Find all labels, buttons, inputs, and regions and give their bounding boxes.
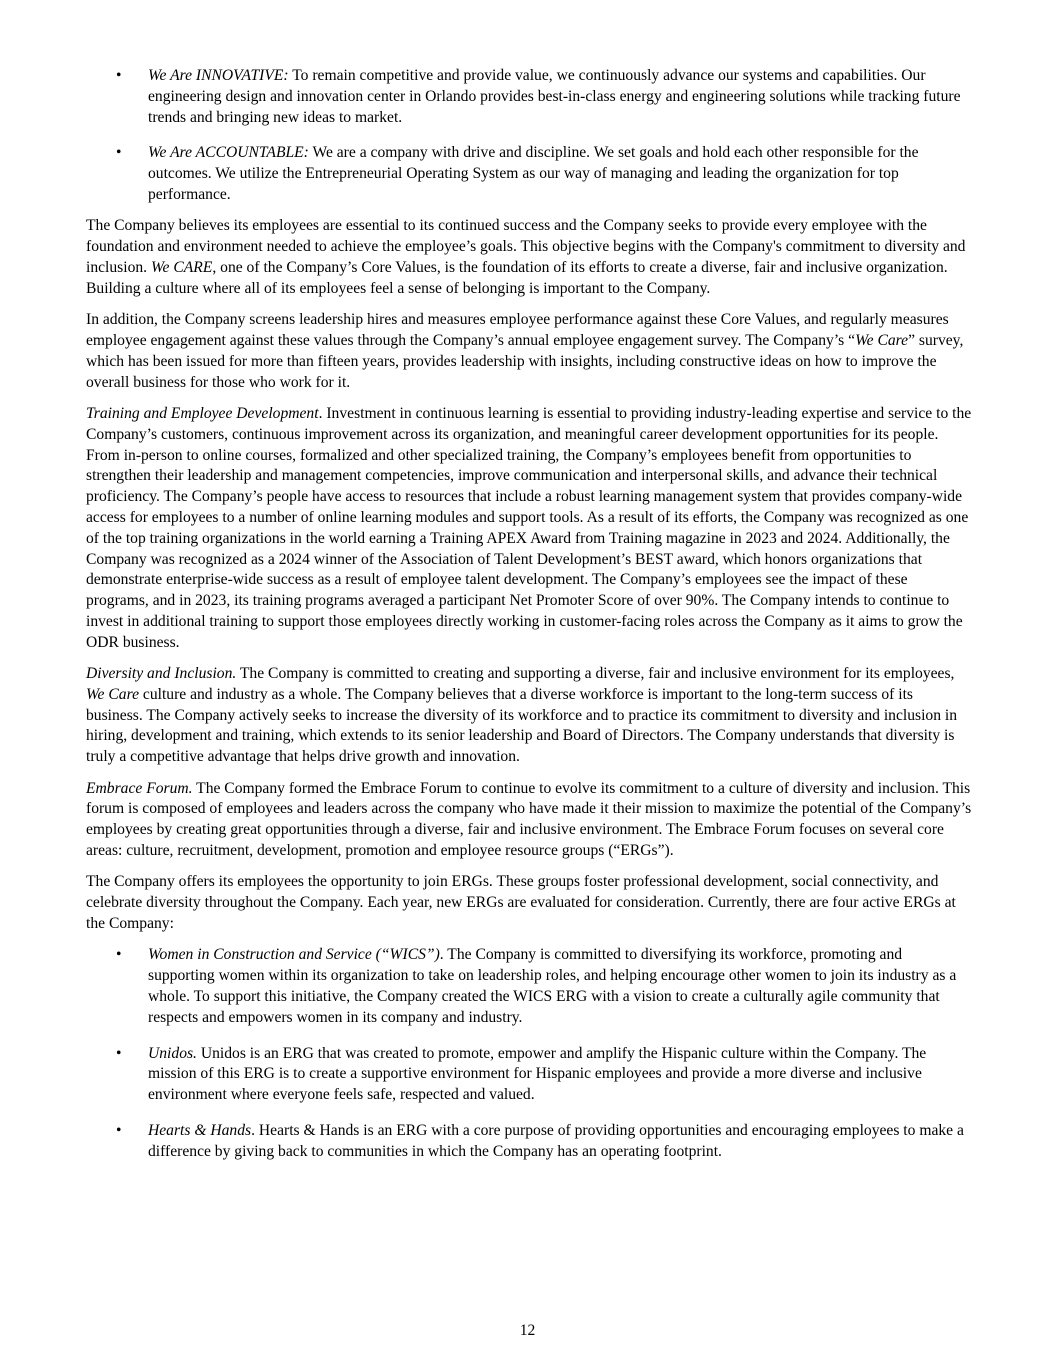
paragraph-ergs-intro: The Company offers its employees the opportunity to join ERGs. These groups foster professional development, social connectivity, and celebrate diversity throughout the Company. Each year, new ERGs are evaluated for consideration. Currently, there are four active ERGs at the Company: [86,873,956,933]
paragraph-emphasis: We Care [86,685,139,703]
bullet-icon: • [116,946,122,964]
bullet-label: We Are ACCOUNTABLE: [148,144,309,162]
bullet-label: Women in Construction and Service (“WICS”) [148,946,440,964]
bullet-text: To remain competitive and provide value, we continuously advance our systems and capabilities. Our engineering design and innovation center in Orlando provides best-in-class energy and engineering solutions while tracking future trends and bringing new ideas to market. [148,67,961,126]
paragraph-screening [86,310,972,393]
section-text: The Company is committed to creating and supporting a diverse, fair and inclusive environment for its employees, [236,665,955,683]
bullet-icon: • [116,67,122,84]
core-values-list [86,66,972,206]
bullet-label: Hearts & Hands [148,1122,252,1140]
section-text: The Company formed the Embrace Forum to continue to evolve its commitment to a culture of diversity and inclusion. This forum is composed of employees and leaders across the company who have made it their mission to maximize the potential of the Company’s employees by creating great opportunities through a diverse, fair and inclusive environment. The Embrace Forum focuses on several core areas: culture, recruitment, development, promotion and employee resource groups (“ERGs”). [86,779,972,860]
list-item [86,945,972,1028]
section-heading: Diversity and Inclusion. [86,665,237,683]
document-page [86,66,972,1173]
list-item [86,1121,972,1163]
bullet-icon: • [116,1122,122,1140]
paragraph-text: ” survey, which has been issued for more than fifteen years, provides leadership with insights, including constructive ideas on how to improve the overall business for those who work for it. [86,331,964,391]
section-training [86,404,972,654]
section-text: . Investment in continuous learning is essential to providing industry-leading expertise and service to the Company’s customers, continuous improvement across its organization, and meaningful career development opportunities for its people. From in-person to online courses, formalized and other specialized training, the Company’s employees benefit from opportunities to strengthen their leadership and management competencies, improve communication and interpersonal skills, and advance their technical proficiency. The Company’s people have access to resources that include a robust learning management system that provides company-wide access for employees to a number of online learning modules and support tools. As a result of its efforts, the Company was recognized as one of the top training organizations in the world earning a Training APEX Award from Training magazine in 2023 and 2024. Additionally, the Company was recognized as a 2024 winner of the Association of Talent Development’s BEST award, which honors organizations that demonstrate enterprise-wide success as a result of employee talent development. The Company’s employees see the impact of these programs, and in 2023, its training programs averaged a participant Net Promoter Score of over 90%. The Company intends to continue to invest in additional training to support those employees directly working in customer-facing roles across the Company as it aims to grow the ODR business. [86,404,972,651]
section-embrace-forum [86,779,972,862]
bullet-text: . Hearts & Hands is an ERG with a core purpose of providing opportunities and encouraging employees to make a difference by giving back to communities in which the Company has an operating footprint. [148,1122,964,1160]
erg-list [86,945,972,1162]
bullet-text: . The Company is committed to diversifying its workforce, promoting and supporting women within its organization to take on leadership roles, and helping encourage other women to join its industry as a whole. To support this initiative, the Company created the WICS ERG with a vision to create a culturally agile community that respects and empowers women in its company and industry. [148,946,957,1026]
list-item [86,66,972,128]
section-heading: Embrace Forum. [86,779,193,797]
bullet-text: We are a company with drive and discipline. We set goals and hold each other responsible for the outcomes. We utilize the Entrepreneurial Operating System as our way of managing and leading the organization for top performance. [148,144,919,203]
list-item [86,1044,972,1106]
page-number: 12 [519,1322,536,1339]
paragraph-employees [86,216,972,299]
bullet-text: Unidos is an ERG that was created to promote, empower and amplify the Hispanic culture within the Company. The mission of this ERG is to create a supportive environment for Hispanic employees and provide a more diverse and inclusive environment where everyone feels safe, respected and valued. [148,1044,927,1104]
section-text: culture and industry as a whole. The Company believes that a diverse workforce is important to the long-term success of its business. The Company actively seeks to increase the diversity of its workforce and to practice its commitment to diversity and inclusion in hiring, development and training, which extends to its senior leadership and Board of Directors. The Company understands that diversity is truly a competitive advantage that helps drive growth and innovation. [86,685,958,766]
bullet-icon: • [116,144,122,162]
bullet-label: Unidos. [148,1044,197,1062]
section-heading: Training and Employee Development [86,404,319,422]
paragraph-text: The Company believes its employees are essential to its continued success and the Company seeks to provide every employee with the foundation and environment needed to achieve the employee’s goals. This objective begins with the Company's commitment to diversity and inclusion. [86,217,966,276]
bullet-icon: • [116,1044,122,1062]
list-item [86,143,972,205]
paragraph-text: In addition, the Company screens leadership hires and measures employee performance against these Core Values, and regularly measures employee engagement against these values through the Company’s annual employee engagement survey. The Company’s “ [86,311,949,349]
paragraph-text: , one of the Company’s Core Values, is the foundation of its efforts to create a diverse, fair and inclusive organization. Building a culture where all of its employees feel a sense of belonging is important to the Company. [86,258,948,297]
paragraph-emphasis: We CARE [150,258,213,276]
bullet-label: We Are INNOVATIVE: [148,67,289,84]
paragraph-emphasis: We Care [855,331,909,349]
section-diversity [86,664,972,768]
